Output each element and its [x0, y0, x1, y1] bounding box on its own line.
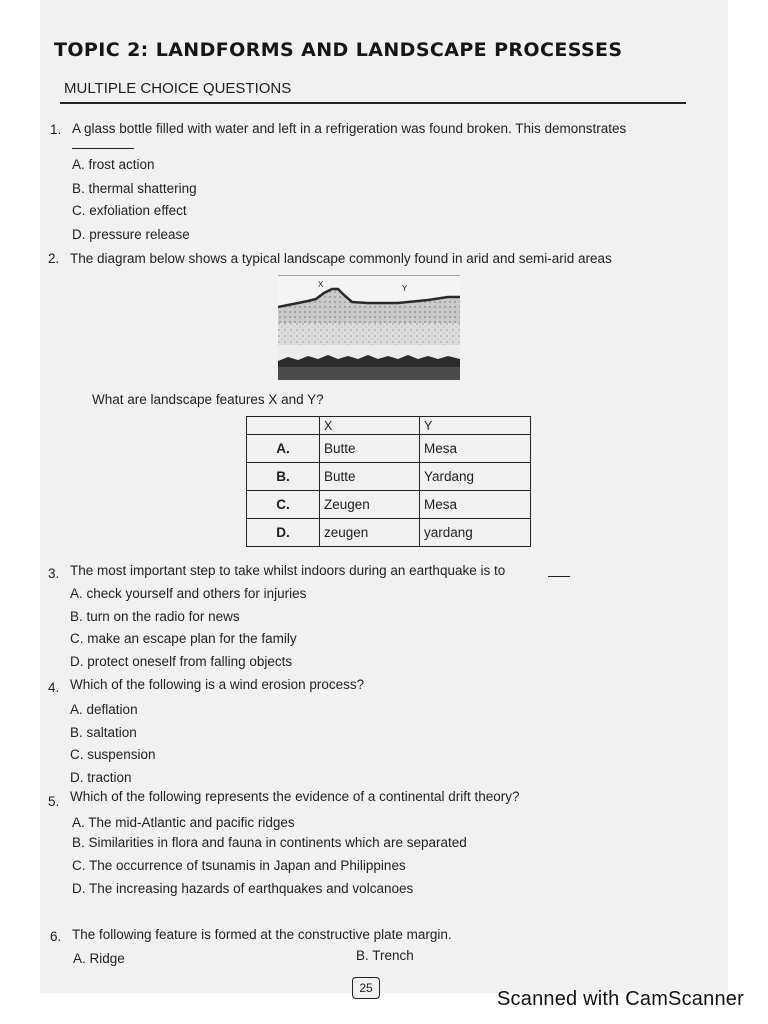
question-number: 1. [50, 122, 62, 137]
row-y-value: Mesa [420, 435, 531, 463]
row-y-value: yardang [420, 519, 531, 547]
row-x-value: Zeugen [320, 491, 420, 519]
question-text: The diagram below shows a typical landscape commonly found in arid and semi-arid areas [70, 251, 612, 266]
row-letter: C. [247, 491, 320, 519]
arid-landscape-diagram [278, 275, 460, 380]
answer-table [246, 416, 531, 547]
question-number: 3. [48, 566, 60, 581]
question-text: Which of the following is a wind erosion process? [70, 677, 365, 692]
option-c: C. suspension [70, 747, 156, 762]
question-text: Which of the following represents the evidence of a continental drift theory? [70, 789, 520, 804]
question-text: A glass bottle filled with water and left in a refrigeration was found broken. This demonstrates [72, 121, 627, 136]
question-text: The most important step to take whilst indoors during an earthquake is to [70, 563, 506, 578]
row-y-value: Yardang [420, 463, 531, 491]
table-header-y: Y [420, 417, 531, 435]
header-rule [60, 102, 686, 104]
section-subtitle: MULTIPLE CHOICE QUESTIONS [64, 80, 292, 97]
question-number: 6. [50, 929, 62, 944]
label-y: Y [402, 284, 408, 293]
option-b: B. saltation [70, 725, 137, 740]
row-x-value: Butte [320, 435, 420, 463]
row-letter: A. [247, 435, 320, 463]
scanner-watermark: Scanned with CamScanner [497, 988, 744, 1010]
table-row [247, 435, 531, 463]
option-b: B. turn on the radio for news [70, 609, 240, 624]
table-row [247, 491, 531, 519]
table-row [247, 519, 531, 547]
option-d: D. protect oneself from falling objects [70, 654, 293, 669]
option-c: C. The occurrence of tsunamis in Japan and Philippines [72, 858, 406, 873]
label-x: X [318, 280, 324, 289]
option-a: A. Ridge [73, 951, 125, 966]
table-header-x: X [320, 417, 420, 435]
question-text: The following feature is formed at the constructive plate margin. [72, 927, 452, 942]
option-b: B. Trench [356, 948, 414, 963]
page-title: TOPIC 2: LANDFORMS AND LANDSCAPE PROCESSES [54, 39, 623, 61]
option-a: A. check yourself and others for injuries [70, 586, 307, 601]
option-c: C. make an escape plan for the family [70, 631, 297, 646]
option-a: A. frost action [72, 157, 155, 172]
answer-blank [548, 576, 570, 577]
question-number: 2. [48, 251, 60, 266]
option-d: D. traction [70, 770, 132, 785]
page-number: 25 [352, 977, 380, 999]
table-row [247, 463, 531, 491]
row-letter: D. [247, 519, 320, 547]
option-b: B. Similarities in flora and fauna in continents which are separated [72, 835, 467, 850]
option-d: D. The increasing hazards of earthquakes and volcanoes [72, 881, 414, 896]
row-letter: B. [247, 463, 320, 491]
table-corner-cell [247, 417, 320, 435]
option-d: D. pressure release [72, 227, 190, 242]
option-b: B. thermal shattering [72, 181, 197, 196]
option-a: A. The mid-Atlantic and pacific ridges [72, 815, 295, 830]
row-x-value: Butte [320, 463, 420, 491]
option-a: A. deflation [70, 702, 138, 717]
option-c: C. exfoliation effect [72, 203, 187, 218]
answer-blank [72, 148, 134, 149]
row-x-value: zeugen [320, 519, 420, 547]
row-y-value: Mesa [420, 491, 531, 519]
question-prompt: What are landscape features X and Y? [92, 392, 324, 407]
question-number: 4. [48, 680, 60, 695]
table-header-row [247, 417, 531, 435]
question-number: 5. [48, 794, 60, 809]
